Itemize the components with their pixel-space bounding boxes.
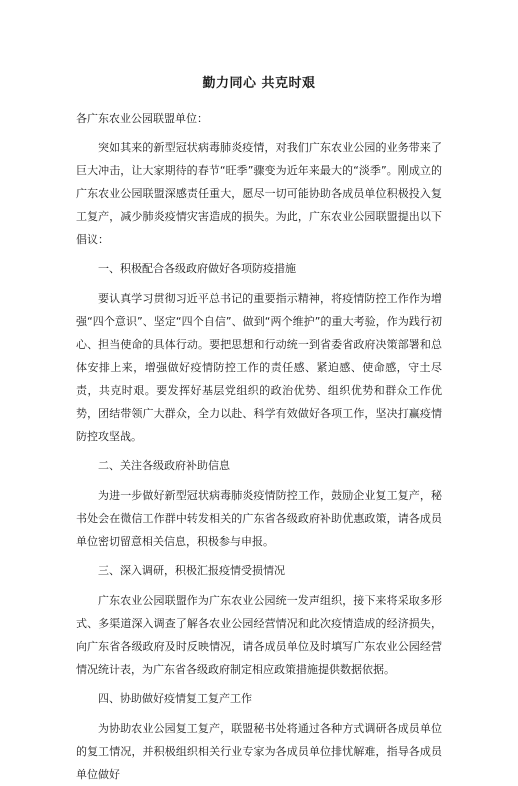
section-body-4: 为协助农业公园复工复产，联盟秘书处将通过各种方式调研各成员单位的复工情况，并积极组织相关行业专家为各成员单位排忧解难，指导各成员单位做好	[76, 722, 442, 781]
section-heading-4: 四、协助做好疫情复工复产工作	[98, 692, 252, 705]
section-body-1: 要认真学习贯彻习近平总书记的重要指示精神，将疫情防控工作作为增强“四个意识”、坚定“四个自信”、做到“两个维护”的重大考验，作为践行初心、担当使命的具体行动。要把思想和行动统一到省委省政府决策部署和总体安排上来，增强做好疫情防控工作的责任感、紧迫感、使命感，守土尽责，共克时艰。要发挥好基层党组织的政治优势、组织优势和群众工作优势，团结带领广大群众，全力以赴、科学有效做好各项工作，坚决打赢疫情防控攻坚战。	[76, 292, 442, 443]
section-heading-1: 一、积极配合各级政府做好各项防疫措施	[98, 262, 296, 275]
document-title: 勤力同心 共克时艰	[202, 76, 316, 91]
section-heading-3: 三、深入调研，积极汇报疫情受损情况	[98, 564, 285, 577]
section-heading-2: 二、关注各级政府补助信息	[98, 459, 230, 472]
intro-paragraph: 突如其来的新型冠状病毒肺炎疫情，对我们广东农业公园的业务带来了巨大冲击，让大家期待的春节“旺季”骤变为近年来最大的“淡季”。刚成立的广东农业公园联盟深感责任重大，愿尽一切可能协助各成员单位积极投入复工复产，减少肺炎疫情灾害造成的损失。为此，广东农业公园联盟提出以下倡议：	[76, 141, 442, 246]
section-body-2: 为进一步做好新型冠状病毒肺炎疫情防控工作，鼓励企业复工复产，秘书处会在微信工作群中转发相关的广东省各级政府补助优惠政策，请各成员单位密切留意相关信息，积极参与申报。	[76, 489, 442, 548]
section-body-3: 广东农业公园联盟作为广东农业公园统一发声组织，接下来将采取多形式、多渠道深入调查了解各农业公园经营情况和此次疫情造成的经济损失，向广东省各级政府及时反映情况，请各成员单位及时填写广东农业公园经营情况统计表，为广东省各级政府制定相应政策措施提供数据依据。	[76, 594, 442, 676]
salutation: 各广东农业公园联盟单位：	[76, 112, 208, 125]
